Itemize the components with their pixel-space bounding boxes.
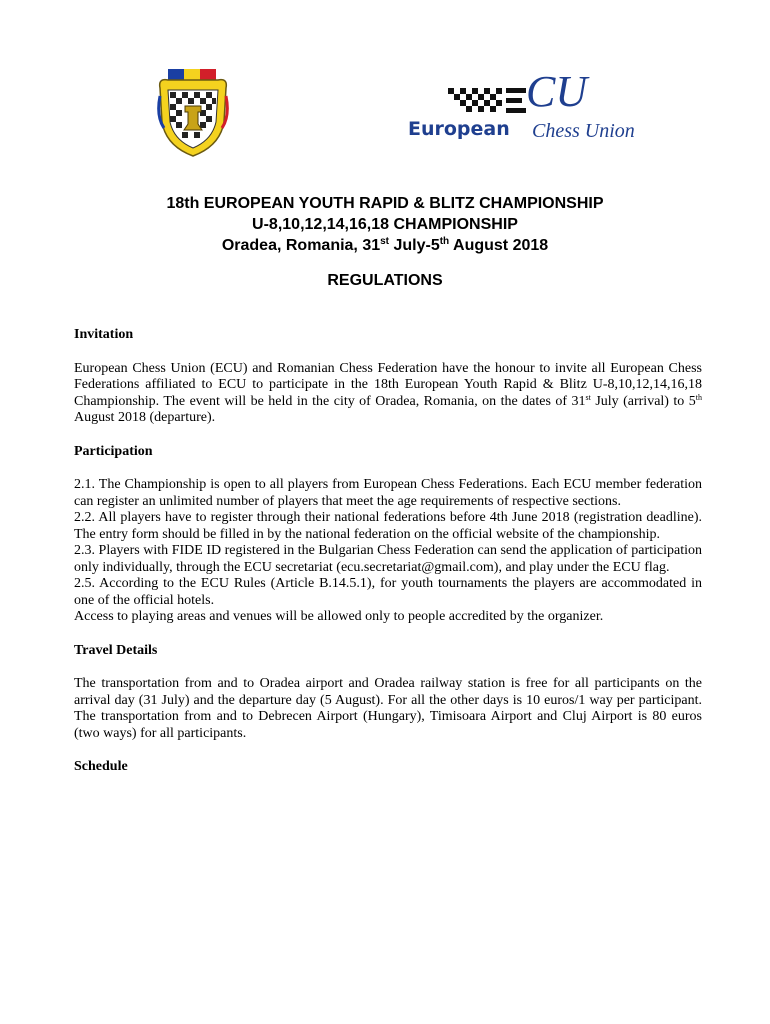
paragraph: 2.3. Players with FIDE ID registered in the Bulgarian Chess Federation can send the application of participation only individually, through the ECU secretariat (ecu.secretariat@gmail.com), and play under the ECU flag. bbox=[74, 543, 702, 575]
section-heading: Invitation bbox=[74, 327, 134, 342]
section-participation bbox=[74, 444, 702, 626]
title-line-2: U-8,10,12,14,16,18 CHAMPIONSHIP bbox=[252, 216, 518, 233]
paragraph: 2.2. All players have to register through their national federations before 4th June 2018 (registration deadline). The entry form should be filled in by the national federation on the official website of the championship. bbox=[74, 510, 702, 542]
checker-flag-icon bbox=[448, 82, 526, 116]
ecu-logo-letters: CU bbox=[526, 67, 588, 116]
document-body bbox=[74, 327, 702, 793]
paragraph: 2.1. The Championship is open to all players from European Chess Federations. Each ECU member federation can register an unlimited number of players that meet the age requirements of respective sections. bbox=[74, 477, 702, 509]
paragraph: 2.5. According to the ECU Rules (Article B.14.5.1), for youth tournaments the players are accommodated in one of the official hotels. bbox=[74, 576, 702, 608]
section-schedule bbox=[74, 759, 702, 776]
paragraph: The transportation from and to Oradea airport and Oradea railway station is free for all participants on the arrival day (31 July) and the departure day (5 August). For all the other days is 10 euros/1 way per participant. The transportation from and to Debrecen Airport (Hungary), Timisoara Airport and Cluj Airport is 80 euros (two ways) for all participants. bbox=[74, 676, 702, 741]
paragraph: Access to playing areas and venues will be allowed only to people accredited by the organizer. bbox=[74, 609, 604, 624]
section-travel bbox=[74, 643, 702, 743]
regulations-heading: REGULATIONS bbox=[327, 272, 443, 289]
section-heading: Participation bbox=[74, 443, 153, 459]
document-title bbox=[0, 193, 770, 256]
ecu-logo-word-european: European bbox=[408, 118, 510, 140]
section-invitation bbox=[74, 327, 702, 427]
ecu-logo-word-chess-union: Chess Union bbox=[532, 120, 635, 142]
european-chess-union-logo-icon bbox=[408, 67, 658, 148]
romanian-chess-federation-crest-icon bbox=[154, 66, 232, 158]
paragraph: European Chess Union (ECU) and Romanian Chess Federation have the honour to invite all European Chess Federations affiliated to ECU to participate in the 18th European Youth Rapid & Blitz U-8,10,12,14,16,18 Championship. The event will be held in the city of Oradea, Romania, on the dates of 31st July (arrival) to 5th August 2018 (departure). bbox=[74, 360, 702, 425]
section-heading: Travel Details bbox=[74, 642, 158, 658]
section-heading: Schedule bbox=[74, 759, 128, 774]
title-line-1: 18th EUROPEAN YOUTH RAPID & BLITZ CHAMPIONSHIP bbox=[166, 195, 604, 212]
title-line-3: Oradea, Romania, 31st July-5th August 2018 bbox=[221, 236, 549, 254]
